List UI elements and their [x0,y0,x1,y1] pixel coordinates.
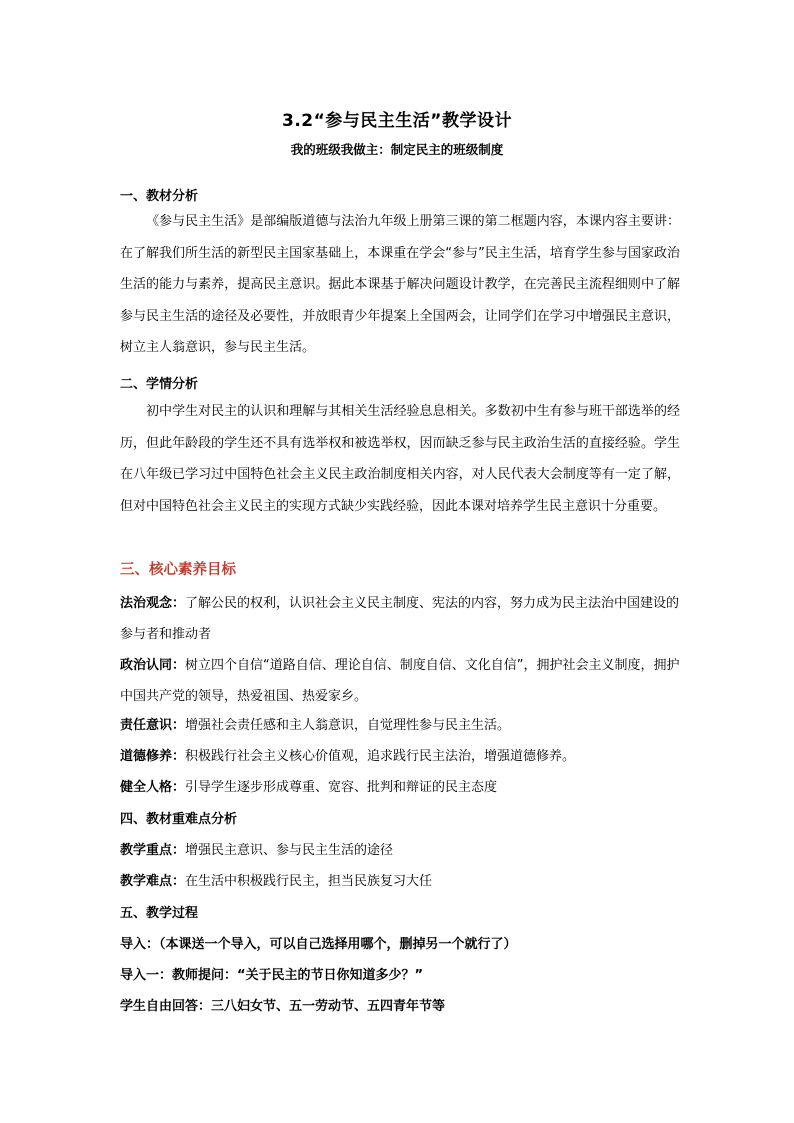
goal-label: 健全人格： [120,780,186,795]
goal-label: 道德修养： [120,749,186,764]
goal-item [120,588,680,650]
section-paragraph-textbook-analysis [120,206,680,364]
goal-text: 树立四个自信“道路自信、理论自信、制度自信、文化自信”，拥护社会主义制度，拥护中国共产党的领导，热爱祖国、热爱家乡。 [120,658,680,704]
goal-label: 政治认同： [120,658,186,673]
difficult-point-item [120,872,680,892]
section-heading-core-literacy-goals: 三、核心素养目标 [120,562,236,578]
process-line-intro: 导入：（本课送一个导入，可以自己选择用哪个，删掉另一个就行了） [120,937,517,952]
key-point-label: 教学重点： [120,843,186,858]
goal-item [120,747,680,767]
goal-label: 责任意识： [120,718,186,733]
section-heading-textbook-analysis: 一、教材分析 [120,189,199,204]
goal-item [120,716,680,736]
section-heading-student-analysis: 二、学情分析 [120,377,199,392]
document-subtitle: 我的班级我做主：制定民主的班级制度 [290,142,504,157]
difficult-point-text: 在生活中积极践行民主，担当民族复习大任 [185,874,433,889]
goal-text: 了解公民的权利，认识社会主义民主制度、宪法的内容，努力成为民主法治中国建设的参与者和推动者 [120,596,680,642]
goal-text: 引导学生逐步形成尊重、宽容、批判和辩证的民主态度 [185,780,498,795]
process-line-student-answer: 学生自由回答：三八妇女节、五一劳动节、五四青年节等 [120,999,446,1014]
section-heading-key-difficult-points: 四、教材重难点分析 [120,812,238,827]
goal-text: 积极践行社会主义核心价值观，追求践行民主法治，增强道德修养。 [185,749,576,764]
document-title: 3.2“参与民主生活”教学设计 [282,111,512,131]
key-point-item [120,841,680,861]
goal-label: 法治观念： [120,596,186,611]
section-heading-teaching-process: 五、教学过程 [120,906,199,921]
paragraph-text: 《参与民主生活》是部编版道德与法治九年级上册第三课的第二框题内容，本课内容主要讲：在了解我们所生活的新型民主国家基础上，本课重在学会“参与”民主生活，培育学生参与国家政治生活的能力与素养，提高民主意识。据此本课基于解决问题设计教学，在完善民主流程细则中了解参与民主生活的途径及必要性，并放眼青少年提案上全国两会，让同学们在学习中增强民主意识，树立主人翁意识，参与民主生活。 [120,214,680,356]
goal-item [120,778,680,798]
goal-item [120,650,680,712]
paragraph-text: 初中学生对民主的认识和理解与其相关生活经验息息相关。多数初中生有参与班干部选举的经历，但此年龄段的学生还不具有选举权和被选举权，因而缺乏参与民主政治生活的直接经验。学生在八年级已学习过中国特色社会主义民主政治制度相关内容，对人民代表大会制度等有一定了解，但对中国特色社会主义民主的实现方式缺少实践经验，因此本课对培养学生民主意识十分重要。 [120,404,680,514]
goal-text: 增强社会责任感和主人翁意识，自觉理性参与民主生活。 [185,718,511,733]
process-line-intro-one: 导入一：教师提问：“关于民主的节日你知道多少？” [120,968,424,983]
section-paragraph-student-analysis [120,396,680,522]
key-point-text: 增强民主意识、参与民主生活的途径 [185,843,394,858]
difficult-point-label: 教学难点： [120,874,186,889]
